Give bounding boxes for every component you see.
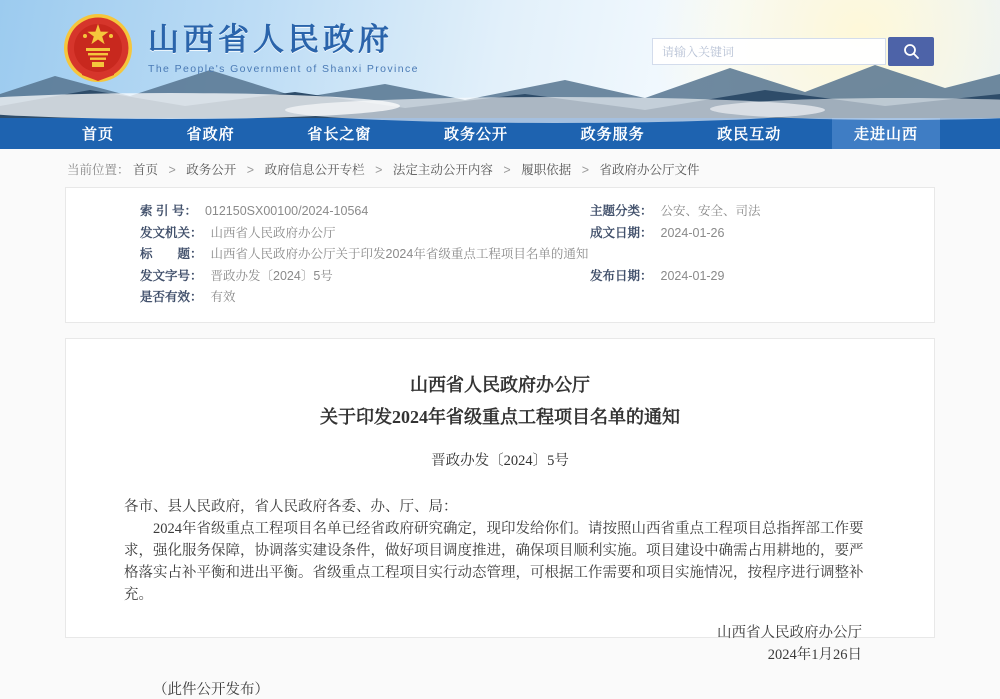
meta-right-column bbox=[590, 201, 930, 309]
meta-value: 晋政办发〔2024〕5号 bbox=[210, 268, 333, 283]
breadcrumb-item-duty-basis[interactable]: 履职依据 bbox=[521, 163, 572, 177]
meta-label: 发文机关： bbox=[140, 225, 203, 240]
breadcrumb bbox=[65, 149, 935, 187]
meta-label: 主题分类： bbox=[590, 204, 653, 218]
nav-item-into-shanxi[interactable]: 走进山西 bbox=[832, 118, 940, 149]
meta-row-doc-number bbox=[140, 266, 590, 288]
breadcrumb-separator: > bbox=[168, 163, 176, 177]
signature-organization: 山西省人民政府办公厅 bbox=[717, 624, 862, 641]
document-meta-card bbox=[65, 187, 935, 323]
site-subtitle: The People's Government of Shanxi Province bbox=[148, 62, 419, 75]
meta-label: 索 引 号： bbox=[140, 204, 197, 218]
breadcrumb-label: 当前位置： bbox=[67, 163, 130, 177]
breadcrumb-item-info-column[interactable]: 政府信息公开专栏 bbox=[264, 163, 365, 177]
search-icon bbox=[903, 43, 920, 60]
meta-row-empty bbox=[590, 244, 930, 266]
nav-item-services[interactable]: 政务服务 bbox=[580, 126, 645, 143]
document-salutation: 各市、县人民政府，省人民政府各委、办、厅、局： bbox=[124, 498, 458, 515]
meta-value: 山西省人民政府办公厅关于印发2024年省级重点工程项目名单的通知 bbox=[210, 247, 589, 261]
nav-item-home[interactable]: 首页 bbox=[82, 126, 115, 143]
search-input[interactable] bbox=[652, 38, 886, 65]
breadcrumb-separator: > bbox=[246, 163, 255, 177]
meta-value: 012150SX00100/2024-10564 bbox=[204, 204, 369, 218]
breadcrumb-separator: > bbox=[375, 163, 383, 177]
document-signature bbox=[124, 622, 876, 666]
meta-value: 2024-01-29 bbox=[660, 268, 725, 283]
meta-label: 标 题： bbox=[140, 247, 203, 261]
document-title-line1: 山西省人民政府办公厅 bbox=[410, 374, 590, 395]
meta-value: 2024-01-26 bbox=[660, 225, 725, 240]
breadcrumb-separator: > bbox=[581, 163, 589, 177]
search-button[interactable] bbox=[888, 37, 934, 66]
meta-value: 山西省人民政府办公厅 bbox=[210, 225, 336, 240]
meta-value: 有效 bbox=[210, 290, 236, 304]
document-number: 晋政办发〔2024〕5号 bbox=[431, 452, 569, 469]
meta-row-issuing-agency bbox=[140, 223, 590, 245]
site-brand[interactable] bbox=[62, 12, 419, 84]
breadcrumb-item-proactive-content[interactable]: 法定主动公开内容 bbox=[392, 163, 493, 177]
breadcrumb-separator: > bbox=[503, 163, 511, 177]
meta-label: 成文日期： bbox=[590, 225, 653, 240]
nav-item-disclosure[interactable]: 政务公开 bbox=[443, 126, 508, 143]
signature-date: 2024年1月26日 bbox=[767, 646, 862, 663]
meta-row-index-no bbox=[140, 201, 590, 223]
document-footnote: （此件公开发布） bbox=[153, 681, 269, 698]
meta-label: 发文字号： bbox=[140, 268, 203, 283]
meta-label: 是否有效： bbox=[140, 290, 203, 304]
breadcrumb-item-office-docs[interactable]: 省政府办公厅文件 bbox=[599, 163, 700, 177]
national-emblem-icon bbox=[62, 12, 134, 84]
breadcrumb-item-disclosure[interactable]: 政务公开 bbox=[186, 163, 237, 177]
meta-row-validity bbox=[140, 287, 590, 309]
nav-item-governor[interactable]: 省长之窗 bbox=[307, 126, 372, 143]
meta-row-theme bbox=[590, 201, 930, 223]
document-title-line2: 关于印发2024年省级重点工程项目名单的通知 bbox=[320, 406, 680, 427]
meta-row-empty bbox=[590, 287, 930, 309]
meta-row-publish-date bbox=[590, 266, 930, 288]
document-paragraph: 2024年省级重点工程项目名单已经省政府研究确定，现印发给你们。请按照山西省重点工程项目总指挥部工作要求，强化服务保障，协调落实建设条件，做好项目调度推进，确保项目顺利实施。项目建设中确需占用耕地的，要严格落实占补平衡和进出平衡。省级重点工程项目实行动态管理，可根据工作需要和项目实施情况，按程序进行调整补充。 bbox=[124, 520, 864, 603]
meta-row-title bbox=[140, 244, 590, 266]
document-body bbox=[124, 496, 876, 606]
document-content-card bbox=[65, 338, 935, 698]
nav-item-government[interactable]: 省政府 bbox=[186, 126, 235, 143]
meta-left-column bbox=[140, 201, 590, 309]
meta-row-written-date bbox=[590, 223, 930, 245]
site-title: 山西省人民政府 bbox=[148, 21, 393, 57]
meta-value: 公安、安全、司法 bbox=[660, 204, 761, 218]
site-banner bbox=[0, 0, 1000, 118]
meta-label: 发布日期： bbox=[590, 268, 653, 283]
site-search bbox=[652, 37, 934, 66]
nav-item-interaction[interactable]: 政民互动 bbox=[717, 126, 782, 143]
breadcrumb-item-home[interactable]: 首页 bbox=[133, 163, 159, 177]
